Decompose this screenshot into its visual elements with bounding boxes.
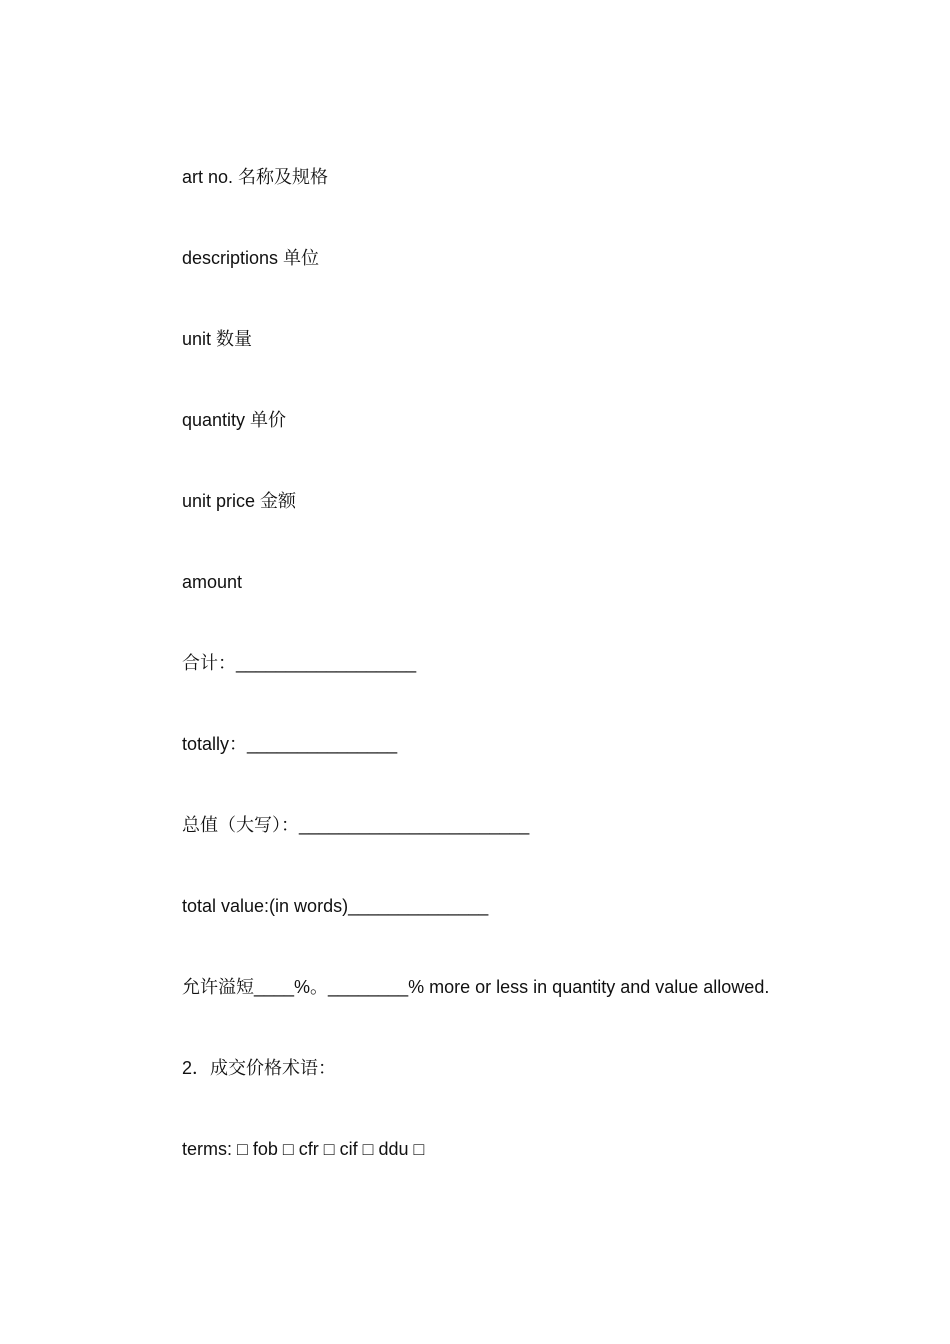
line-unit: unit 数量 <box>182 329 253 349</box>
line-unit-price: unit price 金额 <box>182 491 297 511</box>
line-totally: totally：_______________ <box>182 734 398 754</box>
line-tolerance: 允许溢短____%。________% more or less in quantity and value allowed. <box>182 977 770 997</box>
line-total-cn: 合计：__________________ <box>182 653 417 673</box>
line-section-2-heading: 2．成交价格术语： <box>182 1058 337 1078</box>
line-amount: amount <box>182 572 243 592</box>
line-total-value-words: total value:(in words)______________ <box>182 896 489 916</box>
line-art-no: art no. 名称及规格 <box>182 167 329 187</box>
line-quantity: quantity 单价 <box>182 410 287 430</box>
line-terms: terms: □ fob □ cfr □ cif □ ddu □ <box>182 1139 425 1159</box>
line-descriptions: descriptions 单位 <box>182 248 320 268</box>
line-total-value-cn: 总值（大写）：_______________________ <box>182 815 530 835</box>
